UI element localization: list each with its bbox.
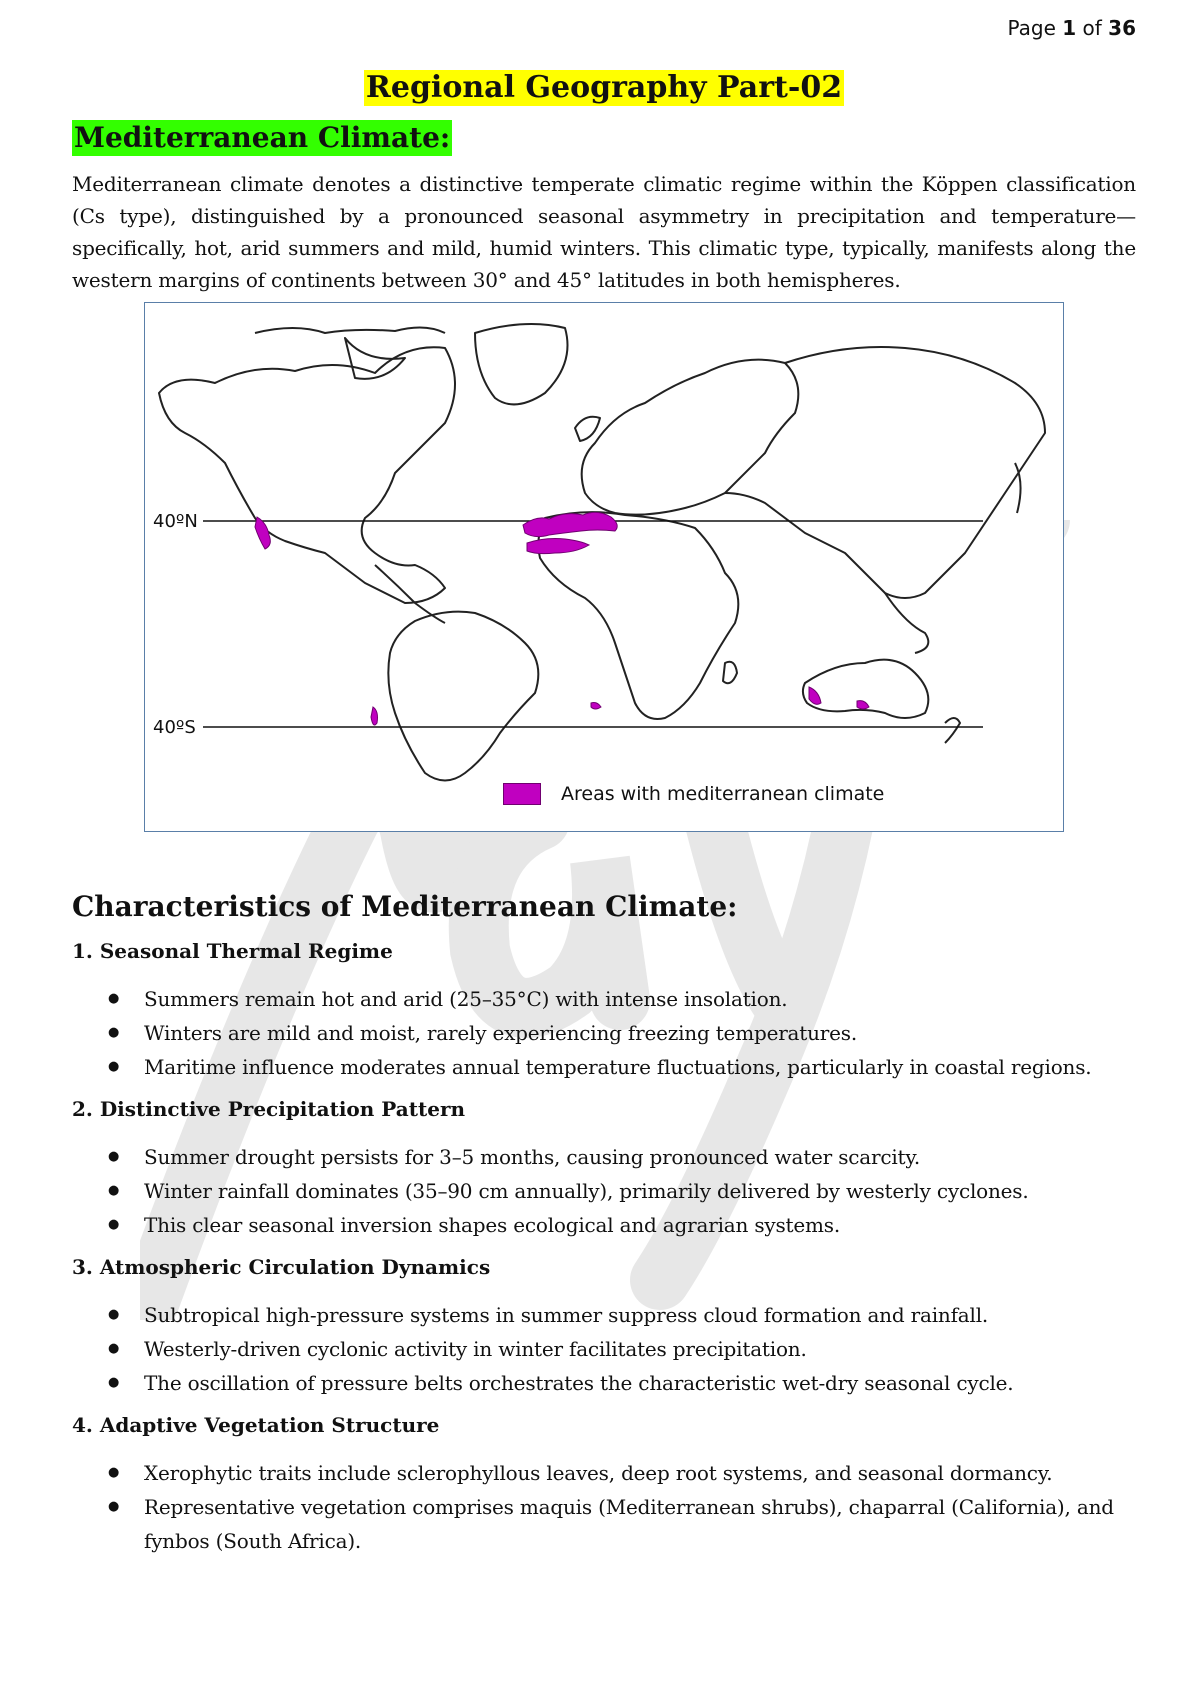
page-middle: of <box>1076 16 1109 40</box>
list-item: ● Subtropical high-pressure systems in summer suppress cloud formation and rainfall. <box>144 1298 1136 1332</box>
region-southwest-australia <box>809 687 821 704</box>
australia-outline <box>803 660 928 718</box>
map-legend <box>503 783 884 805</box>
characteristics-section-1 <box>72 938 1136 1084</box>
europe-outline <box>582 360 799 515</box>
list-item: ● The oscillation of pressure belts orchestrates the characteristic wet-dry seasonal cycle. <box>144 1366 1136 1400</box>
page-number <box>1007 16 1136 40</box>
characteristics-section-3 <box>72 1254 1136 1400</box>
list-item: ● Winters are mild and moist, rarely experiencing freezing temperatures. <box>144 1016 1136 1050</box>
document-title: Regional Geography Part-02 <box>365 70 843 105</box>
list-item: ● Maritime influence moderates annual temperature fluctuations, particularly in coastal regions. <box>144 1050 1136 1084</box>
new-zealand-outline <box>945 718 960 743</box>
sub-heading: 2. Distinctive Precipitation Pattern <box>72 1097 466 1121</box>
legend-text: Areas with mediterranean climate <box>561 783 885 805</box>
region-chile <box>371 707 378 725</box>
region-south-africa <box>591 703 601 710</box>
bullet-list <box>72 1456 1136 1558</box>
region-south-australia <box>857 701 869 709</box>
characteristics-section-2 <box>72 1096 1136 1242</box>
sub-heading: 1. Seasonal Thermal Regime <box>72 939 393 963</box>
bullet-list <box>72 1140 1136 1242</box>
list-item: ● Winter rainfall dominates (35–90 cm annually), primarily delivered by westerly cyclones. <box>144 1174 1136 1208</box>
list-item: ● Xerophytic traits include sclerophyllous leaves, deep root systems, and seasonal dormancy. <box>144 1456 1136 1490</box>
sub-heading: 4. Adaptive Vegetation Structure <box>72 1413 440 1437</box>
north-america-outline <box>159 347 455 603</box>
page-total: 36 <box>1108 16 1136 40</box>
characteristics-section-4 <box>72 1412 1136 1558</box>
list-item: ● Summers remain hot and arid (25–35°C) with intense insolation. <box>144 982 1136 1016</box>
region-california <box>255 517 270 549</box>
page-content <box>72 70 1136 1570</box>
greenland-outline <box>475 324 568 404</box>
section-heading: Mediterranean Climate: <box>74 121 451 154</box>
asia-outline <box>725 347 1045 598</box>
legend-swatch <box>503 783 541 805</box>
world-map-svg <box>145 303 1063 831</box>
page-current: 1 <box>1062 16 1077 40</box>
list-item: ● Representative vegetation comprises maquis (Mediterranean shrubs), chaparral (California), and fynbos (South Africa). <box>144 1490 1136 1558</box>
intro-paragraph: Mediterranean climate denotes a distinctive temperate climatic regime within the Köppen classification (Cs type), distinguished by a pronounced seasonal asymmetry in precipitation and temperature—specifically, hot, arid summers and mild, humid winters. This climatic type, typically, manifests along the western margins of continents between 30° and 45° latitudes in both hemispheres. <box>72 172 1136 292</box>
list-item: ● Westerly-driven cyclonic activity in winter facilitates precipitation. <box>144 1332 1136 1366</box>
label-40n: 40ºN <box>153 511 198 532</box>
label-40s: 40ºS <box>153 717 196 738</box>
page-prefix: Page <box>1007 16 1063 40</box>
bullet-list <box>72 1298 1136 1400</box>
region-mediterranean-europe <box>523 512 617 536</box>
list-item: ● Summer drought persists for 3–5 months, causing pronounced water scarcity. <box>144 1140 1136 1174</box>
region-north-africa <box>527 539 589 554</box>
characteristics-heading: Characteristics of Mediterranean Climate: <box>72 890 738 923</box>
bullet-list <box>72 982 1136 1084</box>
world-map-figure <box>144 302 1064 832</box>
list-item: ● This clear seasonal inversion shapes ecological and agrarian systems. <box>144 1208 1136 1242</box>
south-america-outline <box>388 612 538 781</box>
sub-heading: 3. Atmospheric Circulation Dynamics <box>72 1255 491 1279</box>
